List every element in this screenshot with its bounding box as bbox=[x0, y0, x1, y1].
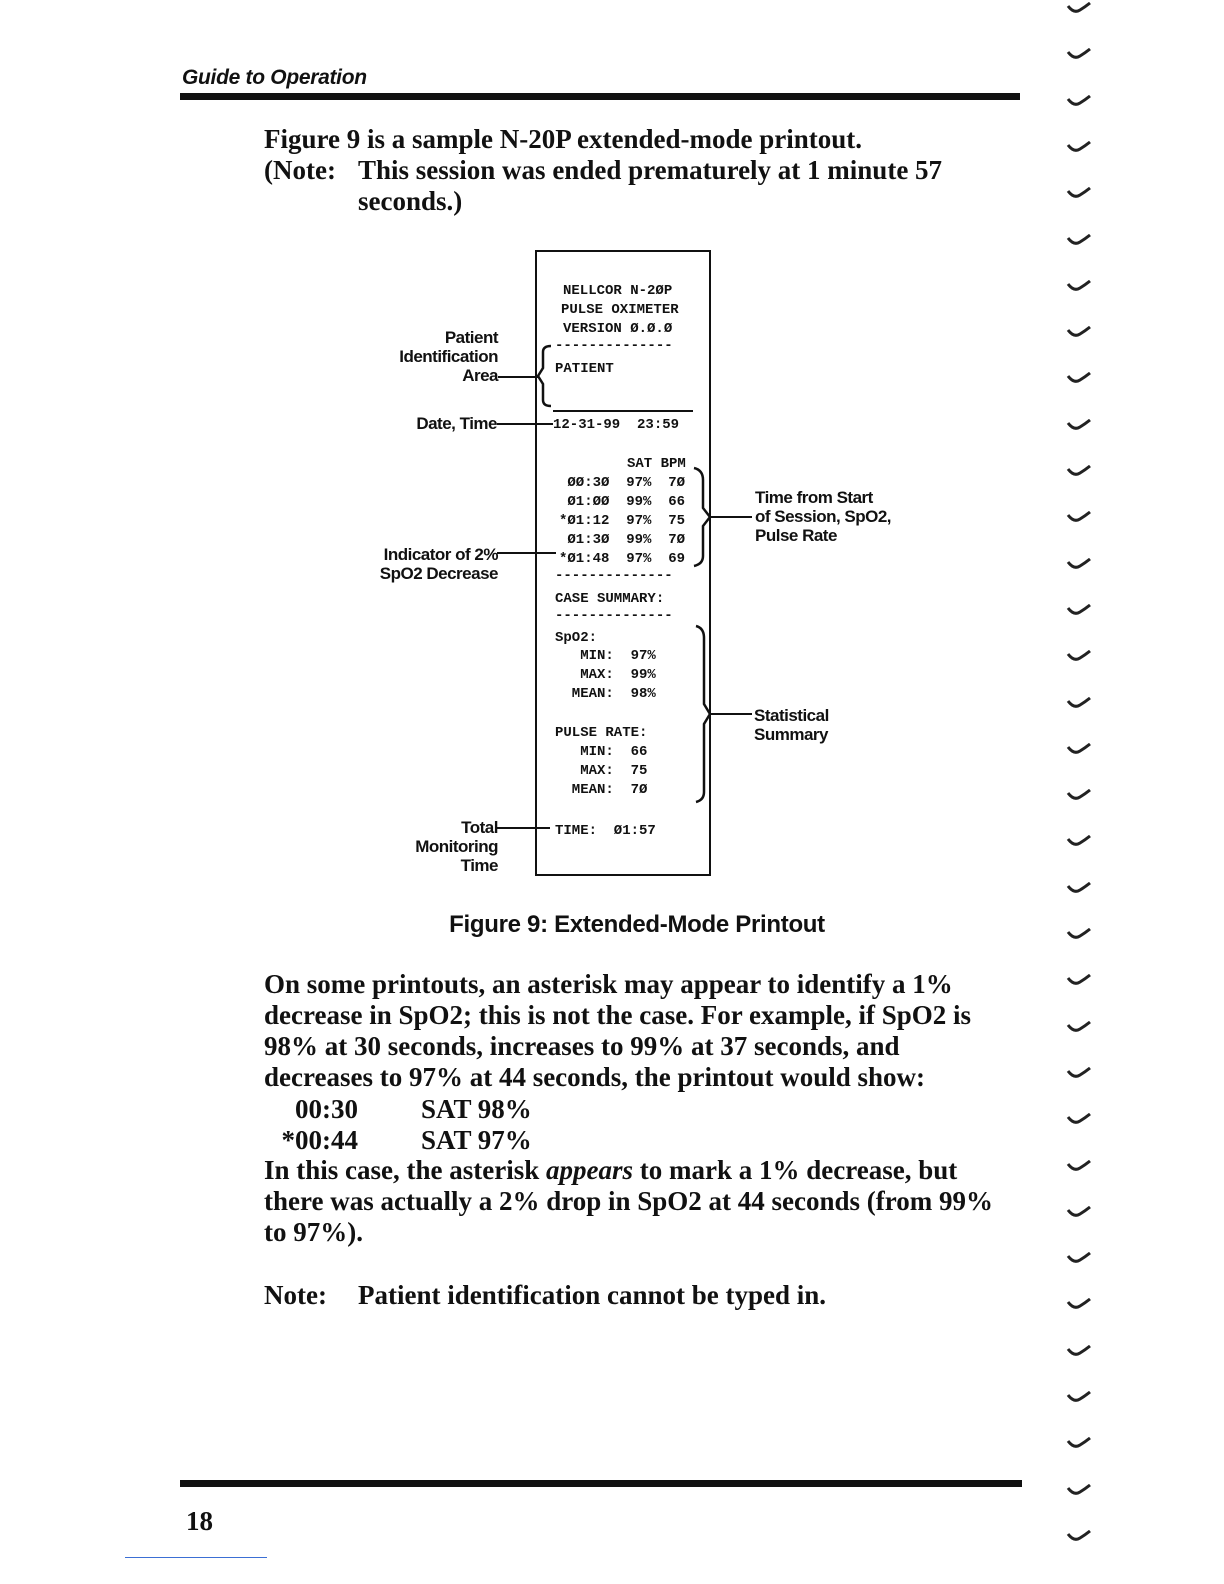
binding-mark-icon bbox=[1066, 1067, 1092, 1081]
note-label: Note: bbox=[264, 1280, 327, 1310]
printout-pulse-label: PULSE RATE: bbox=[555, 725, 648, 741]
note-text: Patient identification cannot be typed in. bbox=[358, 1280, 827, 1310]
binding-mark-icon bbox=[1066, 2, 1092, 16]
callout-line-text: Area bbox=[462, 366, 498, 385]
binding-mark-icon bbox=[1066, 928, 1092, 942]
printout-total-time: TIME: Ø1:57 bbox=[555, 823, 656, 839]
callout-patient-id bbox=[340, 328, 498, 385]
printout-reading: ØØ:3Ø 97% 7Ø bbox=[559, 475, 686, 491]
footer-rule bbox=[180, 1480, 1022, 1487]
printout-reading: Ø1:ØØ 99% 66 bbox=[559, 494, 686, 510]
intro-note-text: This session was ended prematurely at 1 minute 57 seconds.) bbox=[358, 155, 943, 216]
binding-mark-icon bbox=[1066, 1113, 1092, 1127]
printout-stat: MIN: 97% bbox=[555, 648, 656, 664]
callout-line-text: Pulse Rate bbox=[755, 526, 837, 545]
callout-line-text: of Session, SpO2, bbox=[755, 507, 892, 526]
printout-stat: MEAN: 98% bbox=[555, 686, 656, 702]
body-paragraph: On some printouts, an asterisk may appear to identify a 1% decrease in SpO2; this is not the case. For example, if SpO2 is 98% at 30 seconds, increases to 99% at 37 seconds, and decreases to 97% at 44 seconds, the printout would show: bbox=[264, 969, 971, 1092]
page-number: 18 bbox=[186, 1506, 213, 1536]
callout-date-time: Date, Time bbox=[416, 414, 497, 433]
binding-mark-icon bbox=[1066, 465, 1092, 479]
binding-mark-icon bbox=[1066, 1345, 1092, 1359]
intro-note-label: (Note: bbox=[264, 155, 336, 185]
figure-caption-text: Figure 9: Extended-Mode Printout bbox=[449, 911, 825, 938]
body-paragraph bbox=[264, 1155, 1004, 1248]
body-emphasis: appears bbox=[546, 1155, 633, 1185]
printout-stat: MIN: 66 bbox=[555, 744, 648, 760]
printout-stat: MAX: 99% bbox=[555, 667, 656, 683]
binding-mark-icon bbox=[1066, 789, 1092, 803]
printout-spo2-label: SpO2: bbox=[555, 630, 598, 646]
binding-mark-icon bbox=[1066, 974, 1092, 988]
binding-mark-icon bbox=[1066, 1160, 1092, 1174]
printout-column-header: SAT BPM bbox=[627, 456, 686, 472]
printout-header-line: PULSE OXIMETER bbox=[561, 302, 679, 318]
printout-datetime: 12-31-99 23:59 bbox=[553, 417, 680, 433]
binding-mark-icon bbox=[1066, 1530, 1092, 1544]
printout-reading: *Ø1:12 97% 75 bbox=[559, 513, 686, 529]
binding-mark-icon bbox=[1066, 372, 1092, 386]
binding-mark-icon bbox=[1066, 1437, 1092, 1451]
printout-reading: Ø1:3Ø 99% 7Ø bbox=[559, 532, 686, 548]
callout-line-text: Total bbox=[461, 818, 498, 837]
binding-mark-icon bbox=[1066, 882, 1092, 896]
callout-line-text: Identification bbox=[399, 347, 498, 366]
printout-header-line: NELLCOR N-2ØP bbox=[563, 283, 673, 299]
stats-bracket bbox=[696, 626, 710, 802]
callout-line-text: Summary bbox=[754, 725, 828, 744]
binding-mark-icon bbox=[1066, 1252, 1092, 1266]
binding-mark-icon bbox=[1066, 48, 1092, 62]
binding-mark-icon bbox=[1066, 743, 1092, 757]
binding-mark-icon bbox=[1066, 697, 1092, 711]
printout-header-line: VERSION Ø.Ø.Ø bbox=[563, 321, 673, 337]
callout-line-text: Indicator of 2% bbox=[383, 545, 498, 564]
running-header: Guide to Operation bbox=[182, 66, 367, 89]
binding-mark-icon bbox=[1066, 234, 1092, 248]
printout-divider: -------------- bbox=[555, 338, 673, 354]
binding-mark-icon bbox=[1066, 1484, 1092, 1498]
printout-reading: *Ø1:48 97% 69 bbox=[559, 551, 686, 567]
readings-bracket bbox=[694, 468, 710, 566]
binding-mark-icon bbox=[1066, 558, 1092, 572]
body-text: In this case, the asterisk bbox=[264, 1155, 546, 1185]
binding-mark-icon bbox=[1066, 650, 1092, 664]
binding-mark-icon bbox=[1066, 141, 1092, 155]
scan-artifact-line bbox=[125, 1557, 267, 1558]
callout-line-text: SpO2 Decrease bbox=[379, 564, 498, 583]
binding-mark-icon bbox=[1066, 187, 1092, 201]
printout-divider: -------------- bbox=[555, 568, 673, 584]
printout-stat: MEAN: 7Ø bbox=[555, 782, 648, 798]
intro-text: Figure 9 is a sample N-20P extended-mode printout. bbox=[264, 124, 862, 154]
binding-mark-icon bbox=[1066, 95, 1092, 109]
example-sat: SAT 97% bbox=[421, 1125, 532, 1155]
printout-divider: -------------- bbox=[555, 608, 673, 624]
example-sat: SAT 98% bbox=[421, 1094, 532, 1124]
example-time: *00:44 bbox=[281, 1125, 358, 1155]
binding-mark-icon bbox=[1066, 326, 1092, 340]
callout-total-time bbox=[340, 818, 498, 875]
binding-mark-icon bbox=[1066, 280, 1092, 294]
printout-stat: MAX: 75 bbox=[555, 763, 648, 779]
callout-line-text: Statistical bbox=[754, 706, 829, 725]
binding-mark-icon bbox=[1066, 1206, 1092, 1220]
binding-mark-icon bbox=[1066, 1298, 1092, 1312]
binding-mark-icon bbox=[1066, 835, 1092, 849]
binding-mark-icon bbox=[1066, 604, 1092, 618]
callout-line-text: Time from Start bbox=[755, 488, 873, 507]
body-text: to mark a 1% decrease, but there was actually a 2% drop in SpO2 at 44 seconds (from 99% to 97%). bbox=[264, 1155, 994, 1247]
binding-mark-icon bbox=[1066, 1021, 1092, 1035]
callout-line-text: Patient bbox=[444, 328, 498, 347]
binding-mark-icon bbox=[1066, 1391, 1092, 1405]
patient-bracket bbox=[538, 346, 551, 406]
callout-line-text: Time bbox=[460, 856, 498, 875]
binding-mark-icon bbox=[1066, 419, 1092, 433]
callout-statistical bbox=[754, 706, 894, 744]
printout-case-summary: CASE SUMMARY: bbox=[555, 591, 665, 607]
printout-patient-label: PATIENT bbox=[555, 361, 614, 377]
callout-indicator bbox=[320, 545, 498, 583]
figure-caption bbox=[0, 911, 1224, 939]
example-time: 00:30 bbox=[295, 1094, 358, 1124]
callout-line-text: Monitoring bbox=[415, 837, 498, 856]
callout-time-from-start bbox=[755, 488, 955, 545]
binding-mark-icon bbox=[1066, 511, 1092, 525]
